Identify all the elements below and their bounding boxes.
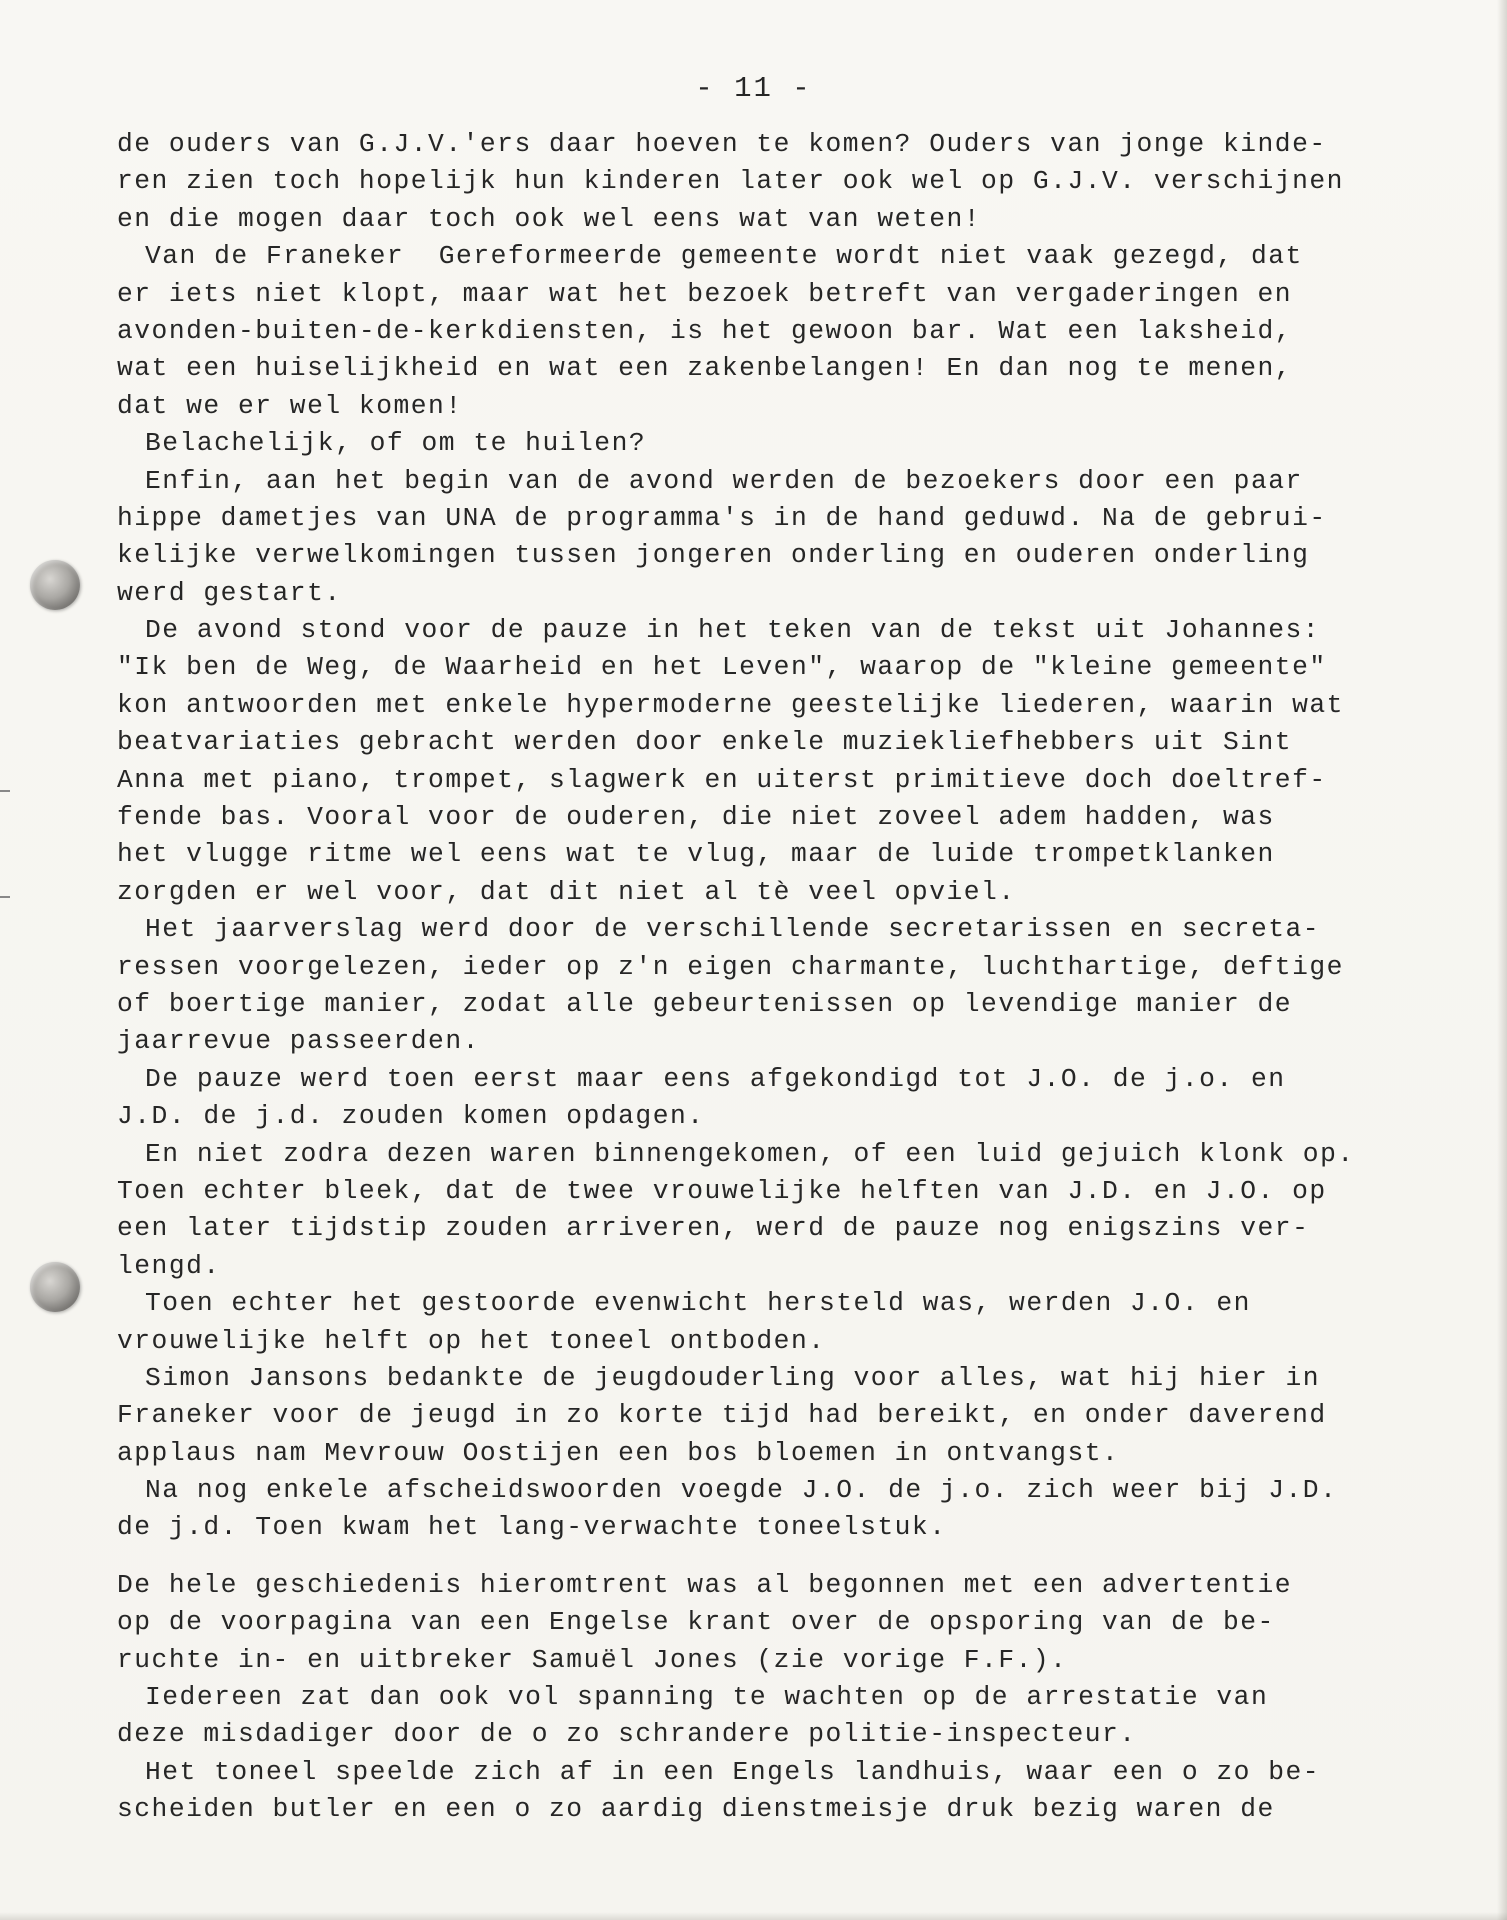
text-line: Toen echter bleek, dat de twee vrouwelijke helften van J.D. en J.O. op: [117, 1175, 1327, 1206]
text-line: lengd.: [117, 1250, 221, 1281]
text-line: hippe dametjes van UNA de programma's in de hand geduwd. Na de gebrui-: [117, 502, 1327, 533]
text-line: Anna met piano, trompet, slagwerk en uiterst primitieve doch doeltref-: [117, 764, 1327, 795]
text-line: dat we er wel komen!: [117, 390, 463, 421]
text-line: op de voorpagina van een Engelse krant over de opsporing van de be-: [117, 1607, 1275, 1638]
text-line: jaarrevue passeerden.: [117, 1026, 480, 1057]
text-line: De avond stond voor de pauze in het teken van de tekst uit Johannes:: [145, 615, 1321, 646]
page-bottom-shadow: [0, 1912, 1507, 1920]
text-line: Toen echter het gestoorde evenwicht hersteld was, werden J.O. en: [145, 1288, 1251, 1319]
text-line: Franeker voor de jeugd in zo korte tijd had bereikt, en onder daverend: [117, 1400, 1327, 1431]
text-line: J.D. de j.d. zouden komen opdagen.: [117, 1101, 705, 1132]
text-line: En niet zodra dezen waren binnengekomen, of een luid gejuich klonk op.: [145, 1138, 1355, 1169]
margin-mark: [0, 896, 10, 898]
punch-hole-icon: [30, 1262, 80, 1312]
text-line: kelijke verwelkomingen tussen jongeren onderling en ouderen onderling: [117, 540, 1310, 571]
text-line: de ouders van G.J.V.'ers daar hoeven te komen? Ouders van jonge kinde-: [117, 129, 1327, 159]
text-line: werd gestart.: [117, 577, 342, 608]
text-line: scheiden butler en een o zo aardig dienstmeisje druk bezig waren de: [117, 1794, 1275, 1825]
text-line: avonden-buiten-de-kerkdiensten, is het gewoon bar. Wat een laksheid,: [117, 315, 1293, 346]
text-line: kon antwoorden met enkele hypermoderne geestelijke liederen, waarin wat: [117, 689, 1344, 720]
text-line: zorgden er wel voor, dat dit niet al tè veel opviel.: [117, 876, 1016, 907]
text-line: applaus nam Mevrouw Oostijen een bos bloemen in ontvangst.: [117, 1437, 1120, 1468]
text-line: er iets niet klopt, maar wat het bezoek betreft van vergaderingen en: [117, 278, 1293, 309]
text-line: Belachelijk, of om te huilen?: [145, 428, 647, 459]
text-line: een later tijdstip zouden arriveren, werd de pauze nog enigszins ver-: [117, 1213, 1310, 1244]
text-line: deze misdadiger door de o zo schrandere politie-inspecteur.: [117, 1719, 1137, 1750]
text-line: Iedereen zat dan ook vol spanning te wachten op de arrestatie van: [145, 1682, 1269, 1713]
punch-hole-icon: [30, 560, 80, 610]
text-line: De pauze werd toen eerst maar eens afgekondigd tot J.O. de j.o. en: [145, 1063, 1286, 1094]
text-line: ruchte in- en uitbreker Samuël Jones (zie vorige F.F.).: [117, 1644, 1068, 1675]
text-line: beatvariaties gebracht werden door enkele muziekliefhebbers uit Sint: [117, 727, 1293, 758]
text-line: fende bas. Vooral voor de ouderen, die niet zoveel adem hadden, was: [117, 802, 1275, 833]
text-line: Van de Franeker Gereformeerde gemeente wordt niet vaak gezegd, dat: [145, 241, 1303, 272]
text-line: de j.d. Toen kwam het lang-verwachte toneelstuk.: [117, 1512, 947, 1543]
margin-mark: [0, 790, 10, 792]
page-edge-shadow: [1497, 0, 1507, 1920]
text-line: het vlugge ritme wel eens wat te vlug, maar de luide trompetklanken: [117, 839, 1275, 870]
text-line: en die mogen daar toch ook wel eens wat van weten!: [117, 203, 982, 234]
text-line: ressen voorgelezen, ieder op z'n eigen charmante, luchthartige, deftige: [117, 951, 1344, 982]
text-line: of boertige manier, zodat alle gebeurtenissen op levendige manier de: [117, 988, 1293, 1019]
text-line: wat een huiselijkheid en wat een zakenbelangen! En dan nog te menen,: [117, 353, 1293, 384]
body-text: [117, 126, 1467, 1829]
text-line: vrouwelijke helft op het toneel ontboden.: [117, 1325, 826, 1356]
text-line: Het toneel speelde zich af in een Engels landhuis, waar een o zo be-: [145, 1756, 1321, 1787]
text-line: De hele geschiedenis hieromtrent was al begonnen met een advertentie: [117, 1569, 1293, 1600]
text-line: Enfin, aan het begin van de avond werden de bezoekers door een paar: [145, 465, 1303, 496]
text-line: Na nog enkele afscheidswoorden voegde J.O. de j.o. zich weer bij J.D.: [145, 1475, 1338, 1506]
page-number: - 11 -: [695, 72, 812, 105]
text-line: "Ik ben de Weg, de Waarheid en het Leven", waarop de "kleine gemeente": [117, 652, 1327, 683]
text-line: Het jaarverslag werd door de verschillende secretarissen en secreta-: [145, 914, 1321, 945]
text-line: ren zien toch hopelijk hun kinderen later ook wel op G.J.V. verschijnen: [117, 166, 1344, 197]
text-line: Simon Jansons bedankte de jeugdouderling voor alles, wat hij hier in: [145, 1362, 1321, 1393]
